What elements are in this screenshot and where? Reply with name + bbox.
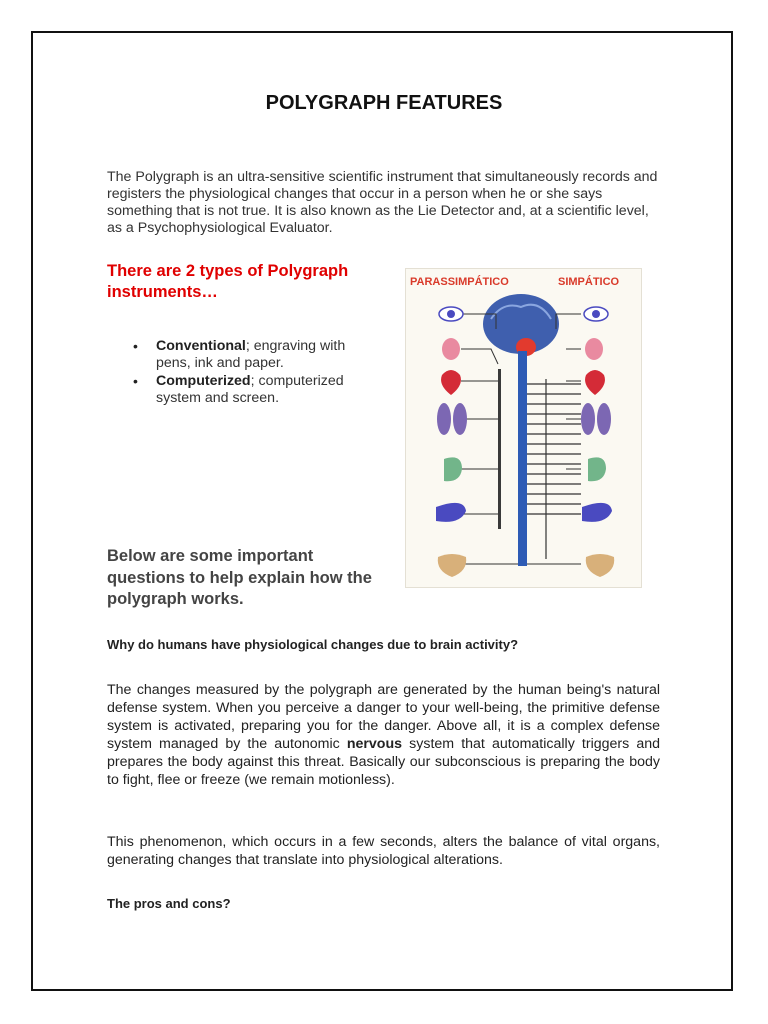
phenomenon-paragraph: This phenomenon, which occurs in a few seconds, alters the balance of vital organs, generating changes that translate into physiological alterations.	[107, 834, 660, 868]
left-lungs-icon	[437, 403, 467, 435]
right-lungs-icon	[581, 403, 611, 435]
type-name: Computerized	[156, 373, 251, 389]
intro-paragraph: The Polygraph is an ultra-sensitive scientific instrument that simultaneously records and registers the physiological changes that occur in a person when he or she says something that is not true. It is also known as the Lie Detector and, at a scientific level, as a Psychophysiological Evaluator.	[107, 169, 658, 236]
type-description: ; computerized system and screen.	[156, 373, 344, 406]
right-stomach-icon	[588, 457, 606, 481]
question-heading: Why do humans have physiological changes due to brain activity?	[107, 637, 519, 652]
right-heart-icon	[585, 370, 605, 395]
type-name: Conventional	[156, 338, 246, 354]
left-gland-icon	[442, 338, 460, 360]
right-eye-icon	[584, 307, 608, 321]
figure-left-label: PARASSIMPÁTICO	[410, 276, 509, 288]
spinal-cord-icon	[518, 351, 527, 566]
type-description: ; engraving with pens, ink and paper.	[156, 338, 346, 371]
right-gland-icon	[585, 338, 603, 360]
types-heading: There are 2 types of Polygraph instruments…	[107, 262, 349, 301]
left-liver-icon	[436, 503, 466, 522]
list-item	[107, 373, 367, 407]
bullet-icon: •	[133, 338, 138, 354]
nervous-system-diagram	[405, 268, 642, 588]
list-item	[107, 338, 367, 372]
figure-right-label: SIMPÁTICO	[558, 276, 620, 288]
left-heart-icon	[441, 370, 461, 395]
right-bladder-icon	[586, 554, 614, 577]
paragraph-text: The changes measured by the polygraph are generated by the human being's natural defense system. When you perceive a danger to your well-being, the primitive defense system is activated, preparing you for the danger. Above all, it is a complex defense system managed by the autonomic	[107, 682, 660, 752]
vagus-nerve-icon	[498, 369, 501, 529]
bullet-icon: •	[133, 373, 138, 389]
left-bladder-icon	[438, 554, 466, 577]
right-liver-icon	[582, 503, 612, 522]
left-stomach-icon	[444, 457, 462, 481]
left-eye-icon	[439, 307, 463, 321]
pros-cons-heading: The pros and cons?	[107, 896, 231, 911]
nervous-system-illustration	[406, 269, 641, 587]
defense-system-paragraph	[107, 681, 660, 789]
questions-heading: Below are some important questions to help explain how the polygraph works.	[107, 547, 372, 608]
emphasized-word: nervous	[346, 736, 403, 752]
page-title: POLYGRAPH FEATURES	[265, 92, 503, 114]
polygraph-types-list	[107, 338, 367, 408]
paragraph-text: system that automatically triggers and prepares the body against this threat. Basically our subconscious is preparing the body to fight, flee or freeze (we remain motionless).	[107, 736, 660, 788]
